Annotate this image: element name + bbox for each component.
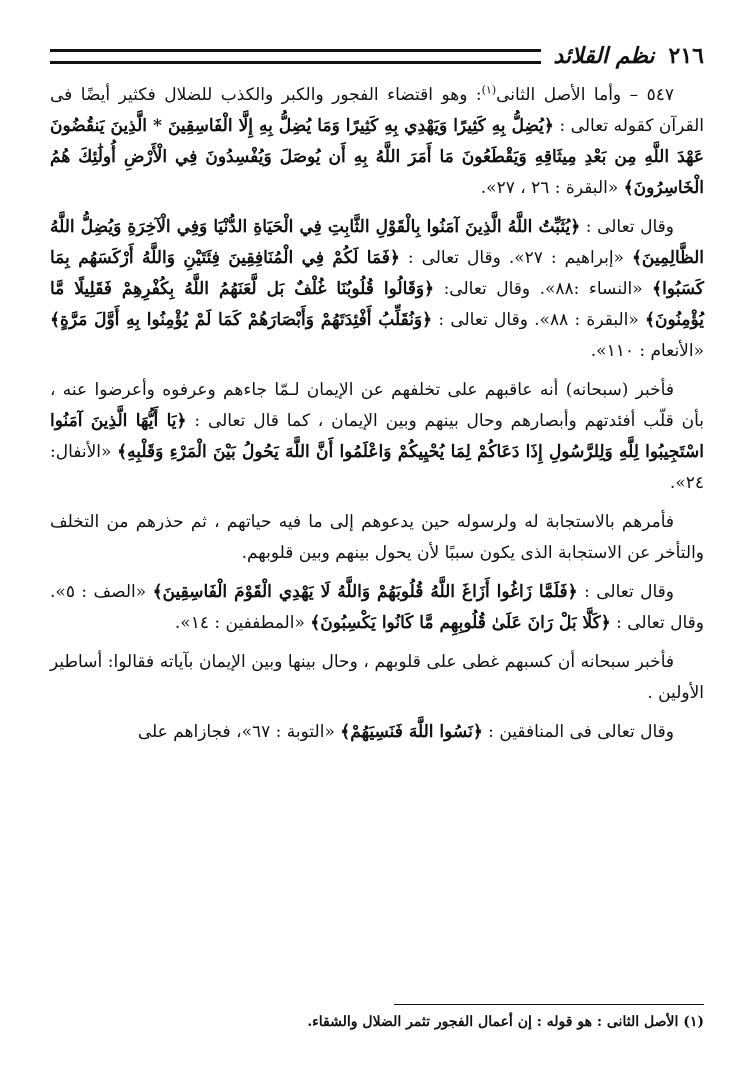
paragraph-text: وقال تعالى فى المنافقين : [482, 722, 674, 742]
page-body [50, 80, 704, 748]
quran-verse: ﴿وَقَالُوا قُلُوبُنَا غُلْفٌ بَل لَّعَنَهُمُ اللَّهُ بِكُفْرِهِمْ فَقَلِيلًا مَّا يُؤْمِنُونَ﴾ [50, 279, 704, 330]
paragraph-lead: ٥٤٧ – وأما الأصل الثانى [496, 85, 674, 105]
quran-verse: ﴿يُثَبِّتُ اللَّهُ الَّذِينَ آمَنُوا بِالْقَوْلِ الثَّابِتِ فِي الْحَيَاةِ الدُّنْيَا وَفِي الْآخِرَةِ وَيُضِلُّ اللَّهُ الظَّالِمِينَ﴾ [50, 217, 705, 268]
paragraph-text: «الأنفال: ٢٤». [50, 442, 704, 493]
paragraph-text: «التوبة : ٦٧»، فجازاهم على [137, 722, 341, 742]
running-title: نظم القلائد [553, 43, 655, 69]
paragraph-text: فأخبر سبحانه أن كسبهم غطى على قلوبهم ، وحال بينها وبين الإيمان بآياته فقالوا: أساطير الأولين . [50, 652, 704, 703]
paragraph-text: فأخبر (سبحانه) أنه عاقبهم على تخلفهم عن الإيمان لـمّا جاءهم وعرفوه وأعرضوا عنه ، بأن قلّب أفئدتهم وأبصارهم وحال بينهم وبين الإيمان ، كما قال تعالى : [50, 380, 704, 431]
paragraph [50, 717, 704, 748]
page-number: ٢١٦ [668, 43, 704, 69]
quran-verse: ﴿يَا أَيُّهَا الَّذِينَ آمَنُوا اسْتَجِيبُوا لِلَّهِ وَلِلرَّسُولِ إِذَا دَعَاكُمْ لِمَا يُحْيِيكُمْ وَاعْلَمُوا أَنَّ اللَّهَ يَحُولُ بَيْنَ الْمَرْءِ وَقَلْبِهِ﴾ [50, 411, 704, 462]
paragraph [50, 375, 704, 499]
footnotes [50, 1004, 704, 1033]
paragraph [50, 577, 704, 639]
paragraph-text: وقال تعالى : [577, 582, 674, 602]
quran-verse: ﴿وَنُقَلِّبُ أَفْئِدَتَهُمْ وَأَبْصَارَهُمْ كَمَا لَمْ يُؤْمِنُوا بِهِ أَوَّلَ مَرَّةٍ﴾ [50, 310, 433, 330]
paragraph [50, 647, 704, 709]
paragraph [50, 507, 704, 569]
paragraph-text: «إبراهيم : ٢٧». وقال تعالى : [399, 248, 632, 268]
page-header [50, 38, 704, 74]
quran-verse: ﴿يُضِلُّ بِهِ كَثِيرًا وَيَهْدِي بِهِ كَثِيرًا وَمَا يُضِلُّ بِهِ إِلَّا الْفَاسِقِينَ * الَّذِينَ يَنقُضُونَ عَهْدَ اللَّهِ مِن بَعْدِ مِيثَاقِهِ وَيَقْطَعُونَ مَا أَمَرَ اللَّهُ بِهِ أَن يُوصَلَ وَيُفْسِدُونَ فِي الْأَرْضِ أُولَٰئِكَ هُمُ الْخَاسِرُونَ﴾ [50, 116, 704, 198]
footnote-rule [394, 1004, 704, 1005]
quran-verse: ﴿نَسُوا اللَّهَ فَنَسِيَهُمْ﴾ [340, 722, 483, 742]
verse-reference: «البقرة : ٢٦ ، ٢٧». [480, 178, 619, 198]
paragraph-text: «النساء :٨٨». وقال تعالى: [434, 279, 653, 299]
paragraph-547 [50, 80, 704, 204]
paragraph-text: «الأنعام : ١١٠». [590, 341, 704, 361]
quran-verse: ﴿فَمَا لَكُمْ فِي الْمُنَافِقِينَ فِئَتَيْنِ وَاللَّهُ أَرْكَسَهُم بِمَا كَسَبُوا﴾ [50, 248, 705, 299]
quran-verse: ﴿فَلَمَّا زَاغُوا أَزَاغَ اللَّهُ قُلُوبَهُمْ وَاللَّهُ لَا يَهْدِي الْقَوْمَ الْفَاسِقِينَ﴾ [152, 582, 578, 602]
footnote-1: (١) الأصل الثانى : هو قوله : إن أعمال الفجور تثمر الضلال والشقاء. [307, 1014, 704, 1030]
paragraph-text: «البقرة : ٨٨». وقال تعالى : [432, 310, 646, 330]
paragraph-text: : وهو اقتضاء الفجور والكبر والكذب للضلال فكثير أيضًا فى القرآن كقوله تعالى : [50, 85, 705, 136]
paragraph-text: «المطففين : ١٤». [174, 613, 311, 633]
paragraph-text: فأمرهم بالاستجابة له ولرسوله حين يدعوهم إلى ما فيه حياتهم ، ثم حذرهم من التخلف والتأخر عن الاستجابة الذى يكون سببًا لأن يحول بينهم وبين قلوبهم. [50, 512, 704, 563]
quran-verse: ﴿كَلَّا بَلْ رَانَ عَلَىٰ قُلُوبِهِم مَّا كَانُوا يَكْسِبُونَ﴾ [310, 613, 611, 633]
paragraph-text: وقال تعالى : [580, 217, 674, 237]
paragraph [50, 212, 704, 367]
header-rule [50, 49, 541, 64]
paragraph-text: «الصف : ٥». وقال تعالى : [50, 582, 704, 633]
footnote-marker[interactable]: (١) [481, 83, 497, 97]
